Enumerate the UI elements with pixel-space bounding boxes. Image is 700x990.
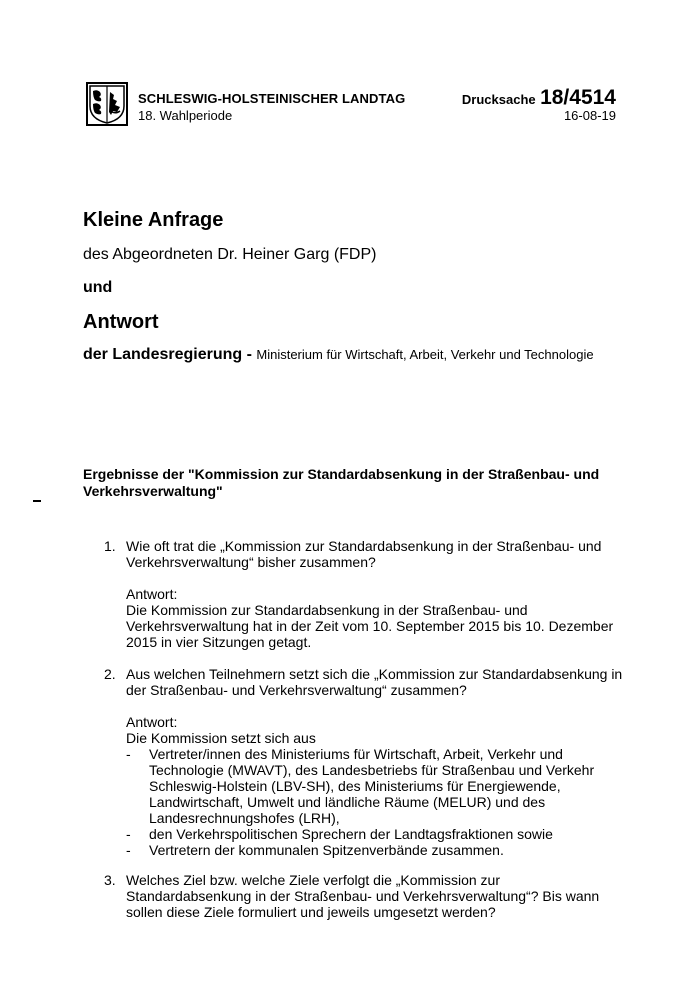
list-item: - Vertreter/innen des Ministeriums für Wirtschaft, Arbeit, Verkehr und Technologie (MWAVT), des Landesbetriebs für Straßenbau und Verkehr Schleswig-Holstein (LBV-SH), des Ministeriums für Energiewende, Landwirtschaft, Umwelt und ländliche Räume (MELUR) und des Landesrechnungshofes (LRH), bbox=[126, 746, 595, 826]
answer-text: Die Kommission zur Standardabsenkung in der Straßenbau- und Verkehrsverwaltung hat in der Zeit vom 10. September 2015 bis 10. Dezember 2015 in vier Sitzungen getagt. bbox=[126, 602, 614, 650]
drucksache-label: Drucksache bbox=[461, 92, 536, 107]
question-number: 2. bbox=[104, 666, 116, 682]
question-text: Welches Ziel bzw. welche Ziele verfolgt die „Kommission zur Standardabsenkung in der Straßenbau- und Verkehrsverwaltung“? Bis wann sollen diese Ziele formuliert und jeweils umgesetzt werden? bbox=[126, 872, 600, 920]
parliament-name: SCHLESWIG-HOLSTEINISCHER LANDTAG bbox=[138, 91, 406, 106]
answer-block bbox=[126, 586, 624, 650]
question-item bbox=[104, 666, 624, 858]
document-date: 16-08-19 bbox=[563, 108, 616, 123]
government-line bbox=[83, 346, 594, 364]
question-text: Wie oft trat die „Kommission zur Standardabsenkung in der Straßenbau- und Verkehrsverwaltung“ bisher zusammen? bbox=[126, 538, 602, 570]
answer-intro: Die Kommission setzt sich aus bbox=[126, 730, 316, 746]
question-number: 3. bbox=[104, 872, 116, 888]
list-item-text: Vertretern der kommunalen Spitzenverbände zusammen. bbox=[149, 842, 504, 858]
legislative-period: 18. Wahlperiode bbox=[138, 108, 233, 123]
list-item-text: Vertreter/innen des Ministeriums für Wirtschaft, Arbeit, Verkehr und Technologie (MWAVT), des Landesbetriebs für Straßenbau und Verkehr Schleswig-Holstein (LBV-SH), des Ministeriums für Energiewende, Landwirtschaft, Umwelt und ländliche Räume (MELUR) und des Landesrechnungshofes (LRH), bbox=[149, 746, 595, 826]
antwort-heading: Antwort bbox=[83, 311, 159, 333]
state-crest-icon bbox=[86, 82, 128, 126]
subject-heading: Ergebnisse der "Kommission zur Standardabsenkung in der Straßenbau- und Verkehrsverwaltung" bbox=[83, 466, 600, 499]
answer-block bbox=[126, 714, 624, 858]
question-item bbox=[104, 872, 624, 920]
author-line: des Abgeordneten Dr. Heiner Garg (FDP) bbox=[83, 246, 377, 263]
list-item: - den Verkehrspolitischen Sprechern der Landtagsfraktionen sowie bbox=[126, 826, 553, 842]
answer-label: Antwort: bbox=[126, 586, 178, 602]
und-line: und bbox=[83, 279, 113, 296]
drucksache bbox=[462, 86, 616, 110]
question-number: 1. bbox=[104, 538, 116, 554]
list-item: - Vertretern der kommunalen Spitzenverbände zusammen. bbox=[126, 842, 504, 858]
ministry-name: Ministerium für Wirtschaft, Arbeit, Verkehr und Technologie bbox=[256, 347, 594, 362]
participant-list bbox=[126, 746, 624, 858]
list-item-text: den Verkehrspolitischen Sprechern der Landtagsfraktionen sowie bbox=[149, 826, 553, 842]
margin-mark bbox=[33, 500, 41, 502]
drucksache-number: 18/4514 bbox=[540, 86, 616, 109]
question-item bbox=[104, 538, 624, 650]
question-text: Aus welchen Teilnehmern setzt sich die „Kommission zur Standardabsenkung in der Straßenbau- und Verkehrsverwaltung“ zusammen? bbox=[126, 666, 623, 698]
kleine-anfrage-heading: Kleine Anfrage bbox=[83, 209, 224, 231]
answer-label: Antwort: bbox=[126, 714, 178, 730]
government-label: der Landesregierung - bbox=[83, 346, 257, 363]
